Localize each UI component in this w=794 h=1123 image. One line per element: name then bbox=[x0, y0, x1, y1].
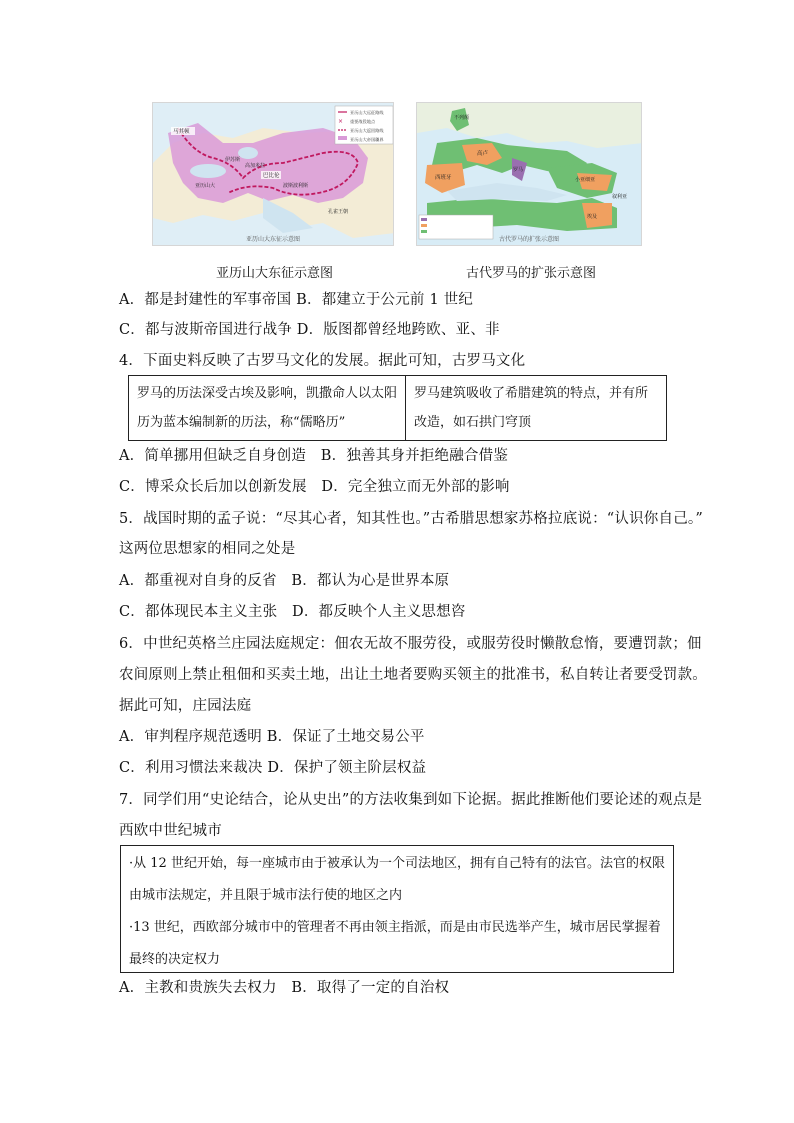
q7-options-ab: A．主教和贵族失去权力 B．取得了一定的自治权 bbox=[119, 980, 450, 996]
legend-item-2: 重要战役地点 bbox=[350, 119, 376, 124]
alexander-map bbox=[152, 102, 394, 246]
label-britain: 不列颠 bbox=[454, 115, 470, 121]
legend-item-3: 亚历山大返回路线 bbox=[350, 128, 384, 133]
rome-map-frame bbox=[416, 102, 642, 246]
q6-stem-line2: 农间原则上禁止租佃和买卖土地，出让土地者要购买领主的批准书，私自转让者要受罚款。 bbox=[119, 667, 707, 683]
rome-map-graphic bbox=[417, 103, 642, 246]
label-spain: 西班牙 bbox=[435, 175, 452, 181]
q4-source-left: 罗马的历法深受古埃及影响，凯撒命人以太阳历为蓝本编制新的历法，称“儒略历” bbox=[129, 376, 406, 440]
label-syria: 叙利亚 bbox=[612, 194, 628, 200]
label-maurya: 孔雀王朝 bbox=[328, 209, 349, 215]
q4-stem: 4．下面史料反映了古罗马文化的发展。据此可知，古罗马文化 bbox=[119, 353, 526, 369]
q5-options-cd: C．都体现民本主义主张 D．都反映个人主义思想咨 bbox=[119, 604, 466, 620]
legend-item-4: 亚历山大帝国疆界 bbox=[350, 137, 384, 142]
q6-options-ab: A．审判程序规范透明 B．保证了土地交易公平 bbox=[119, 729, 425, 745]
alexander-map-frame bbox=[152, 102, 394, 246]
q3-options-cd: C．都与波斯帝国进行战争 D．版图都曾经地跨欧、亚、非 bbox=[119, 322, 500, 338]
q4-options-ab: A．简单挪用但缺乏自身创造 B．独善其身并拒绝融合借鉴 bbox=[119, 448, 509, 464]
label-asia-minor: 小亚细亚 bbox=[575, 177, 596, 183]
label-issus: 伊苏斯 bbox=[225, 157, 241, 163]
q7-stem-line2: 西欧中世纪城市 bbox=[119, 823, 222, 839]
label-alexandria: 亚历山大 bbox=[195, 183, 216, 189]
q5-options-ab: A．都重视对自身的反省 B．都认为心是世界本原 bbox=[119, 573, 450, 589]
q6-stem-line1: 6．中世纪英格兰庄园法庭规定：佃农无故不服劳役，或服劳役时懒散怠惰，要遭罚款；佃 bbox=[119, 636, 702, 652]
svg-text:×: × bbox=[338, 118, 344, 125]
q6-stem-line3: 据此可知，庄园法庭 bbox=[119, 698, 252, 714]
legend-item-1: 亚历山大远征路线 bbox=[350, 110, 384, 115]
label-egypt: 埃及 bbox=[587, 214, 598, 220]
label-rome: 罗马 bbox=[513, 167, 524, 173]
rome-map-inner-caption: 古代罗马的扩张示意图 bbox=[498, 236, 559, 243]
q4-source-right: 罗马建筑吸收了希腊建筑的特点，并有所改造，如石拱门穹顶 bbox=[414, 386, 649, 430]
rome-map bbox=[416, 102, 642, 246]
q7-source-box bbox=[120, 845, 674, 973]
label-babylon: 巴比伦 bbox=[263, 173, 280, 179]
q5-stem-line2: 这两位思想家的相同之处是 bbox=[119, 541, 296, 557]
q7-source-para2: ·13 世纪，西欧部分城市中的管理者不再由领主指派，而是由市民选举产生，城市居民掌握着最终的决定权力 bbox=[129, 920, 661, 967]
label-macedon: 马其顿 bbox=[173, 129, 190, 135]
q5-stem-line1: 5．战国时期的孟子说：“尽其心者，知其性也。”古希腊思想家苏格拉底说：“认识你自己。” bbox=[119, 511, 703, 527]
label-gaul: 高卢 bbox=[477, 151, 489, 157]
q4-source-box bbox=[128, 375, 667, 441]
rome-map-caption: 古代罗马的扩张示意图 bbox=[466, 266, 597, 281]
alexander-map-graphic bbox=[153, 103, 394, 246]
q7-stem-line1: 7．同学们用“史论结合，论从史出”的方法收集到如下论据。据此推断他们要论述的观点是 bbox=[119, 792, 703, 808]
q6-options-cd: C．利用习惯法来裁决 D．保护了领主阶层权益 bbox=[119, 760, 427, 776]
q7-source-para1: ·从 12 世纪开始，每一座城市由于被承认为一个司法地区，拥有自己特有的法官。法官的权限由城市法规定，并且限于城市法行使的地区之内 bbox=[129, 856, 665, 903]
alexander-map-inner-caption: 亚历山大东征示意图 bbox=[245, 236, 300, 243]
alexander-map-caption: 亚历山大东征示意图 bbox=[216, 266, 334, 281]
q3-options-ab: A．都是封建性的军事帝国 B．都建立于公元前 1 世纪 bbox=[119, 292, 474, 308]
q4-options-cd: C．博采众长后加以创新发展 D．完全独立而无外部的影响 bbox=[119, 479, 510, 495]
label-persepolis: 波斯波利斯 bbox=[283, 183, 309, 189]
label-gaugamela: 高加米拉 bbox=[245, 163, 266, 169]
